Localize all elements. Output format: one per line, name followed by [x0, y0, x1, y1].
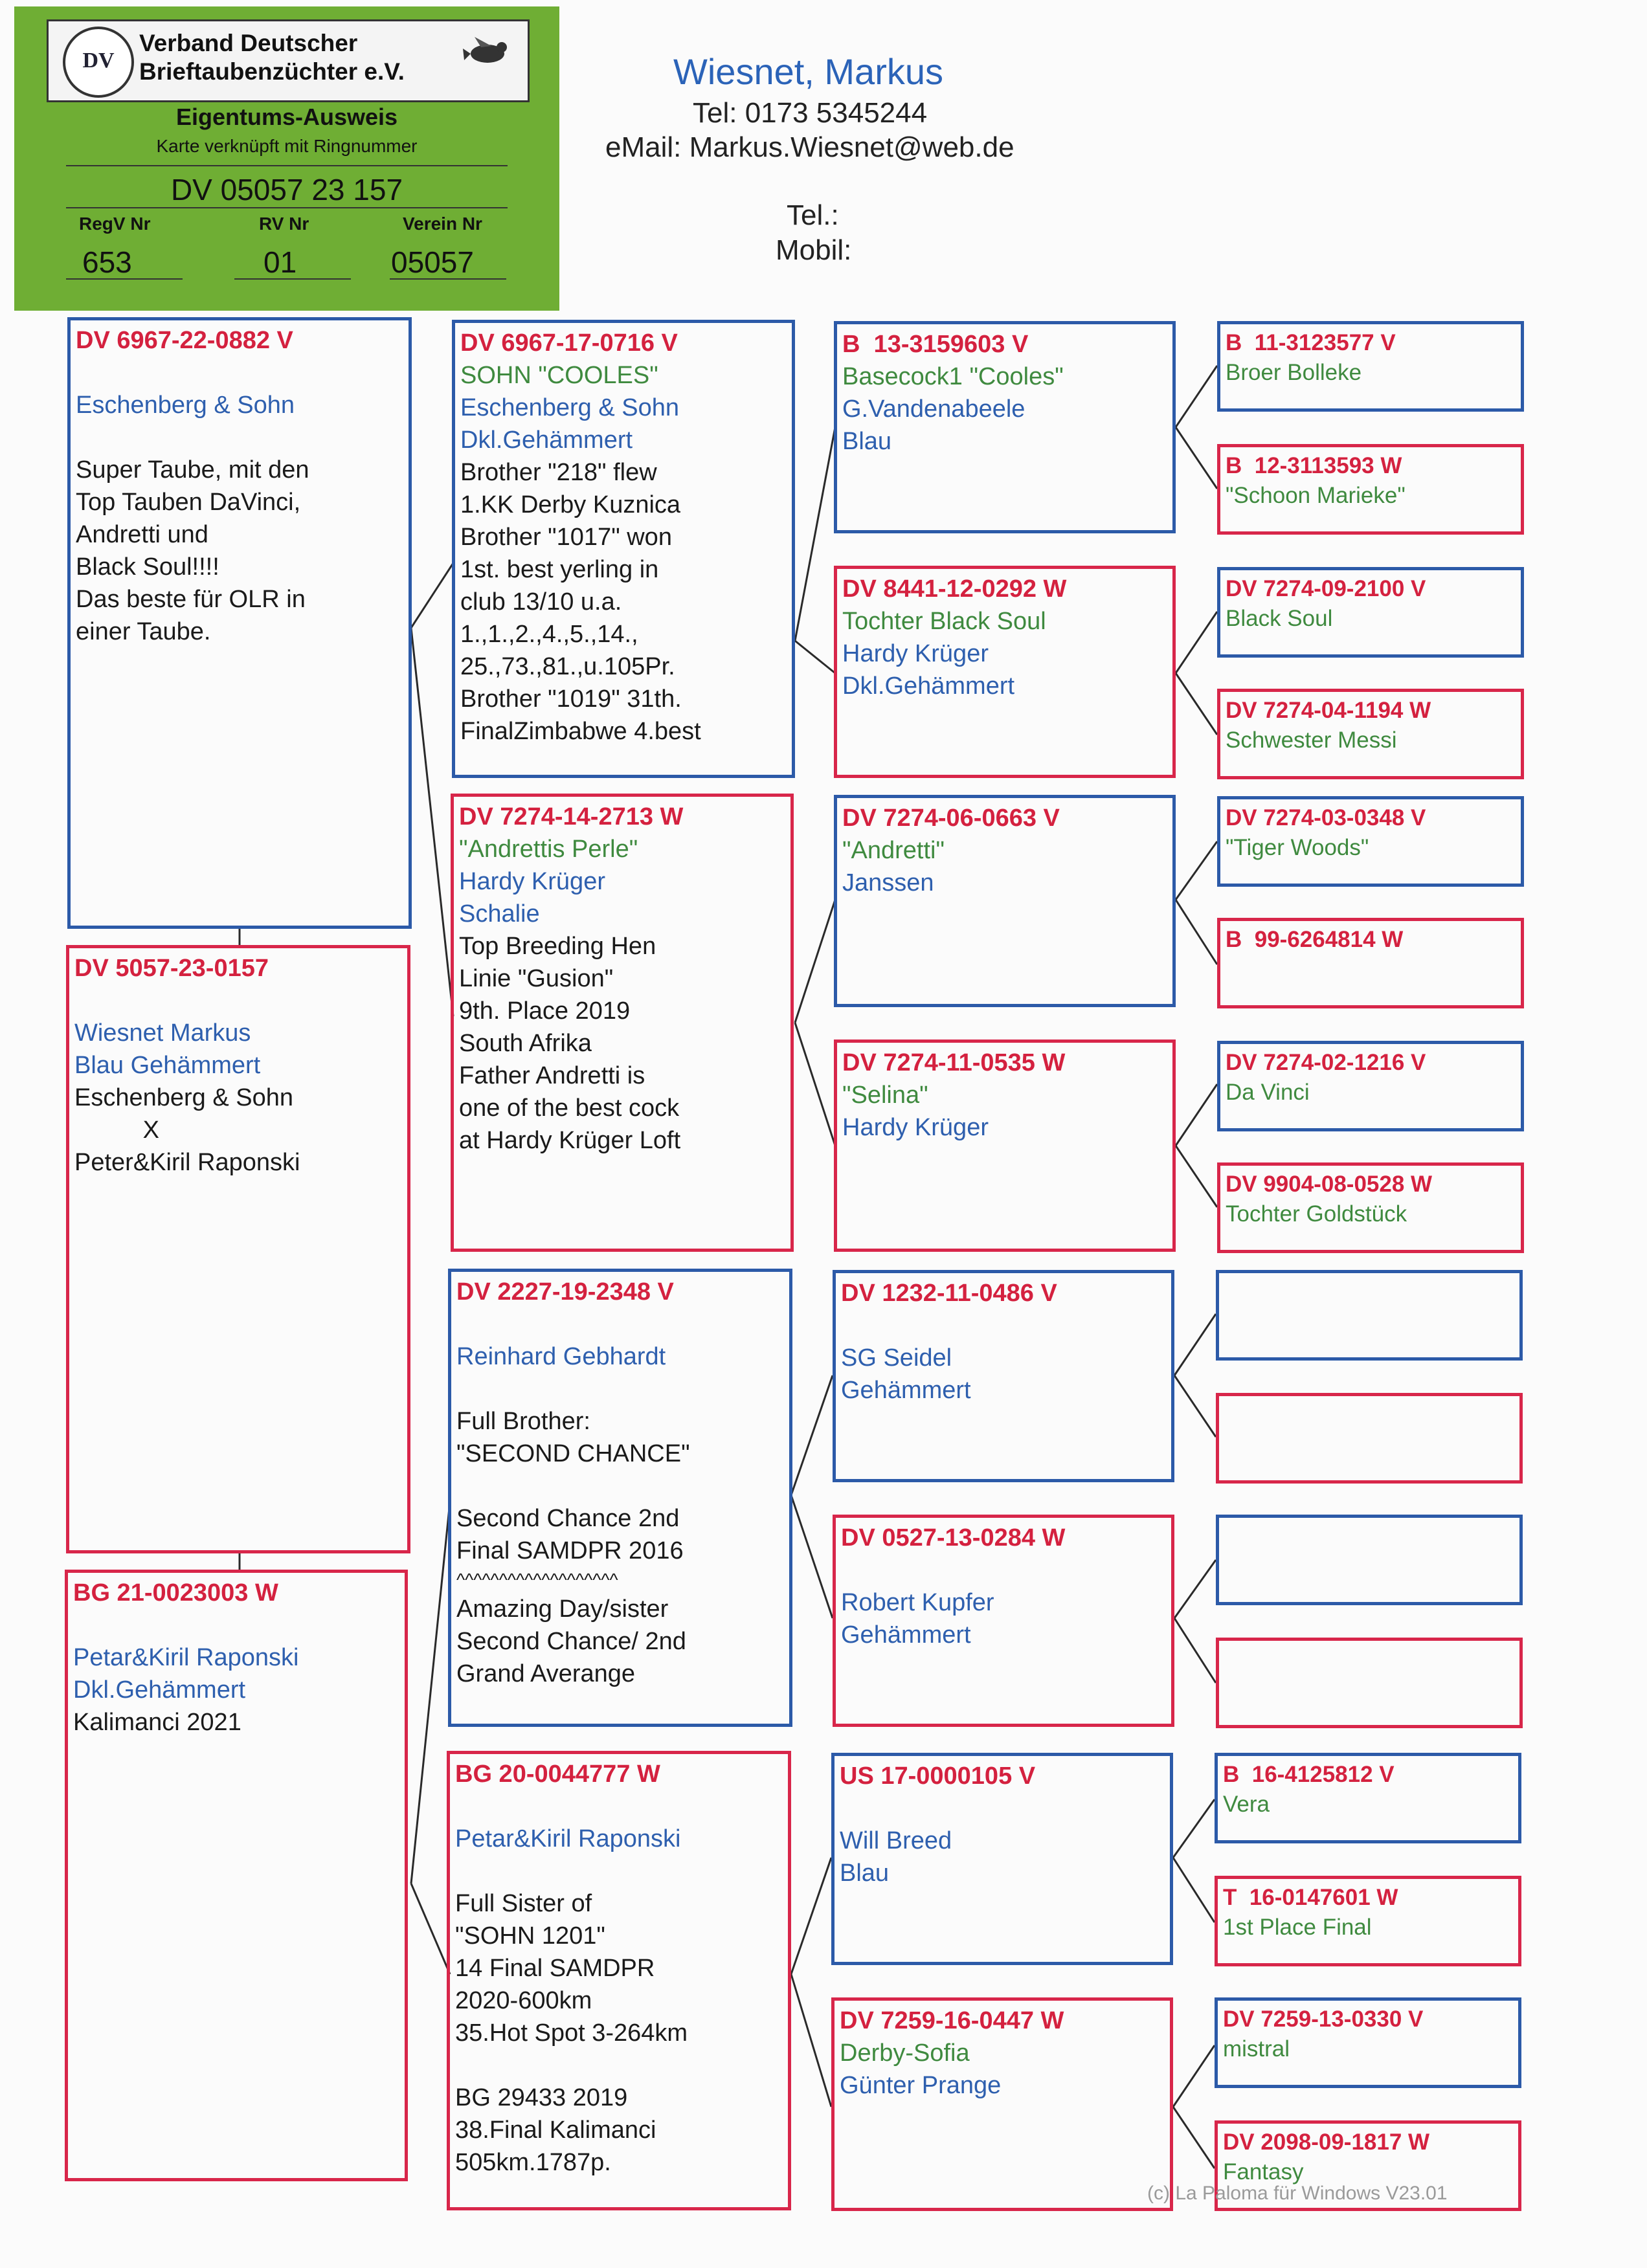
connector-line — [1174, 1314, 1216, 1375]
color-line: Dkl.Gehämmert — [842, 673, 1015, 700]
info-line: club 13/10 u.a. — [460, 588, 622, 616]
subject-dam-box — [65, 1570, 408, 2181]
pigeon-name: "Schoon Marieke" — [1226, 483, 1406, 508]
subject-pigeon-box — [66, 945, 410, 1553]
connector-line — [1173, 1799, 1215, 1858]
connector-line — [1176, 366, 1217, 427]
color-line: Schalie — [459, 900, 540, 928]
info-line: Brother "1017" won — [460, 524, 672, 551]
ring-number: B 11-3123577 V — [1226, 330, 1396, 355]
info-line — [74, 984, 402, 1017]
pigeon-name: Da Vinci — [1226, 1080, 1310, 1105]
owner-name: Wiesnet, Markus — [673, 51, 943, 92]
connector-line — [1176, 1084, 1217, 1146]
great-grandparent-box-empty — [1216, 1393, 1523, 1484]
rv-value: 01 — [263, 245, 297, 279]
info-line: Father Andretti is — [459, 1062, 645, 1089]
ring-number: DV 7274-02-1216 V — [1226, 1050, 1426, 1075]
breeder-name: Günter Prange — [840, 2072, 1002, 2099]
pigeon-name — [1224, 1522, 1514, 1551]
connector-line — [1176, 612, 1217, 673]
info-line: "SOHN 1201" — [455, 1922, 605, 1950]
great-grandparent-box-empty — [1216, 1638, 1523, 1728]
dam-sire-box — [448, 1269, 792, 1727]
connector-line — [791, 1375, 833, 1495]
cross-mark: X — [74, 1117, 159, 1144]
color-line: Blau Gehämmert — [74, 1052, 261, 1079]
info-line: 2020-600km — [455, 1987, 592, 2014]
association-name-line1: Verband Deutscher — [139, 30, 358, 56]
grandparent-box — [833, 1270, 1174, 1482]
ring-number: DV 7274-06-0663 V — [842, 805, 1060, 832]
connector-line — [1176, 427, 1217, 489]
rv-label: RV Nr — [259, 214, 309, 234]
info-line: at Hardy Krüger Loft — [459, 1127, 681, 1154]
great-grandparent-box — [1217, 567, 1524, 658]
regv-value: 653 — [82, 245, 132, 279]
pigeon-name: Tochter Black Soul — [842, 608, 1046, 635]
connector-line — [1174, 1618, 1216, 1683]
connector-line — [1174, 1375, 1216, 1437]
color-line: Dkl.Gehämmert — [460, 427, 633, 454]
ring-number: DV 5057-23-0157 — [74, 955, 269, 982]
dam-dam-box — [447, 1751, 791, 2210]
info-line: 25.,73.,81.,u.105Pr. — [460, 653, 675, 680]
info-line: Top Tauben DaVinci, — [76, 489, 301, 516]
info-line: Brother "1019" 31th. — [460, 685, 682, 713]
connector-line — [411, 563, 453, 628]
pigeon-name: Black Soul — [1226, 606, 1333, 631]
great-grandparent-box — [1217, 1162, 1524, 1253]
info-line: Second Chance 2nd — [456, 1505, 680, 1532]
info-line: BG 29433 2019 — [455, 2084, 628, 2111]
great-grandparent-box — [1215, 1753, 1521, 1843]
breeder-name: Reinhard Gebhardt — [456, 1343, 666, 1370]
breeder-name: Janssen — [842, 869, 934, 896]
pigeon-name — [1226, 955, 1516, 984]
pigeon-name: SOHN "COOLES" — [460, 362, 658, 389]
ring-number: B 99-6264814 W — [1226, 927, 1404, 952]
ring-number: DV 8441-12-0292 W — [842, 575, 1067, 603]
great-grandparent-box — [1217, 689, 1524, 779]
info-line: Das beste für OLR in — [76, 586, 306, 613]
breeder-name: SG Seidel — [841, 1344, 952, 1372]
connector-line — [791, 1974, 831, 2107]
ring-number: DV 1232-11-0486 V — [841, 1280, 1057, 1307]
connector-line — [411, 1884, 450, 1974]
ring-number: DV 0527-13-0284 W — [841, 1524, 1066, 1551]
ring-number: DV 7274-03-0348 V — [1226, 805, 1426, 830]
ring-number: DV 7259-13-0330 V — [1223, 2007, 1424, 2032]
breeder-name: Hardy Krüger — [842, 640, 989, 667]
logo-text: DV — [82, 49, 115, 72]
sire-box — [452, 320, 795, 778]
info-line: Kalimanci 2021 — [73, 1709, 241, 1736]
connector-line — [1174, 1560, 1216, 1618]
connector-line — [1176, 900, 1217, 964]
pigeon-name: Broer Bolleke — [1226, 360, 1362, 385]
ring-number: DV 7274-11-0535 W — [842, 1049, 1066, 1076]
info-line: Grand Averange — [456, 1660, 636, 1687]
pigeon-name: Basecock1 "Cooles" — [842, 363, 1064, 390]
connector-line — [791, 1495, 833, 1618]
connector-line — [1176, 1146, 1217, 1207]
pigeon-name: "Andretti" — [842, 837, 945, 864]
info-line — [840, 1792, 1165, 1825]
ring-number: T 16-0147601 W — [1223, 1885, 1398, 1910]
breeder-name: Robert Kupfer — [841, 1589, 994, 1616]
pigeon-name: Tochter Goldstück — [1226, 1201, 1407, 1227]
info-line — [841, 1309, 1166, 1342]
info-line: Black Soul!!!! — [76, 553, 219, 581]
info-line: Brother "218" flew — [460, 459, 657, 486]
pigeon-name: "Tiger Woods" — [1226, 835, 1369, 860]
breeder-name: Eschenberg & Sohn — [76, 392, 295, 419]
breeder-name: G.Vandenabeele — [842, 395, 1025, 423]
info-line — [456, 1373, 784, 1405]
ring-number: US 17-0000105 V — [840, 1762, 1036, 1790]
ring-number: DV 6967-17-0716 V — [460, 329, 678, 357]
verein-value: 05057 — [391, 245, 474, 279]
software-footer: (c) La Paloma für Windows V23.01 — [1147, 2183, 1448, 2204]
great-grandparent-box — [1215, 1876, 1521, 1966]
color-line: Blau — [842, 428, 892, 455]
great-grandparent-box-empty — [1216, 1270, 1523, 1361]
pigeon-name: Fantasy — [1223, 2159, 1304, 2185]
pigeon-name — [1224, 1277, 1514, 1307]
grandparent-box — [831, 1753, 1173, 1965]
connector-line — [1176, 841, 1217, 900]
ring-number: BG 20-0044777 W — [455, 1761, 660, 1788]
card-title: Eigentums-Ausweis — [175, 104, 398, 130]
pigeon-name — [1224, 1645, 1514, 1674]
info-line: "SECOND CHANCE" — [456, 1440, 690, 1467]
breeder-name: Petar&Kiril Raponski — [455, 1825, 681, 1852]
info-line: Full Brother: — [456, 1408, 590, 1435]
info-line: Andretti und — [76, 521, 208, 548]
info-line: Super Taube, mit den — [76, 456, 309, 484]
info-line — [456, 1308, 784, 1340]
color-line: Blau — [840, 1860, 890, 1887]
breeder-name: Hardy Krüger — [842, 1114, 989, 1141]
pigeon-name: Schwester Messi — [1226, 728, 1397, 753]
ring-number: B 16-4125812 V — [1223, 1762, 1395, 1787]
card-subtitle: Karte verknüpft mit Ringnummer — [156, 136, 418, 156]
connector-line — [795, 1023, 835, 1146]
grandparent-box — [834, 321, 1176, 533]
color-line: Dkl.Gehämmert — [73, 1676, 246, 1704]
association-name-line2: Brieftaubenzüchter e.V. — [139, 58, 405, 85]
info-line — [73, 1609, 399, 1641]
info-line: one of the best cock — [459, 1095, 680, 1122]
great-grandparent-box — [1217, 321, 1524, 412]
info-line: 9th. Place 2019 — [459, 997, 631, 1025]
connector-line — [791, 1858, 831, 1974]
ring-number: DV 2098-09-1817 W — [1223, 2129, 1430, 2155]
ring-number: DV 9904-08-0528 W — [1226, 1172, 1433, 1197]
owner-line: Wiesnet Markus — [74, 1019, 251, 1047]
grandparent-box — [834, 566, 1176, 778]
info-line — [455, 2049, 783, 2082]
info-line: 1.,1.,2.,4.,5.,14., — [460, 621, 638, 648]
info-line — [455, 1855, 783, 1887]
color-line: Gehämmert — [841, 1621, 971, 1649]
subject-sire-box — [67, 317, 412, 929]
info-line: FinalZimbabwe 4.best — [460, 718, 701, 745]
pigeon-name: Vera — [1223, 1792, 1270, 1817]
ring-number: DV 6967-22-0882 V — [76, 327, 293, 354]
info-line: Full Sister of — [455, 1890, 592, 1917]
ring-number: B 13-3159603 V — [842, 331, 1029, 358]
grandparent-box — [833, 1515, 1174, 1727]
info-line: 505km.1787p. — [455, 2149, 611, 2176]
info-line: 35.Hot Spot 3-264km — [455, 2019, 688, 2047]
ring-number: DV 7274-04-1194 W — [1226, 698, 1431, 723]
pigeon-name: "Andrettis Perle" — [459, 836, 638, 863]
verein-label: Verein Nr — [403, 214, 482, 234]
ring-number: B 12-3113593 W — [1226, 453, 1402, 478]
ring-number: DV 2227-19-2348 V — [456, 1278, 674, 1306]
owner-mobil-label: Mobil: — [776, 234, 852, 266]
ring-number: DV 7259-16-0447 W — [840, 2007, 1064, 2034]
breeder-name: Will Breed — [840, 1827, 952, 1854]
connector-line — [1173, 2107, 1215, 2168]
great-grandparent-box — [1215, 1997, 1521, 2088]
grandparent-box — [831, 1997, 1173, 2211]
info-line: 1st. best yerling in — [460, 556, 659, 583]
info-line: Final SAMDPR 2016 — [456, 1537, 684, 1564]
breeder-name: Eschenberg & Sohn — [460, 394, 680, 421]
ring-number: BG 21-0023003 W — [73, 1579, 278, 1606]
owner-phone: Tel: 0173 5345244 — [693, 97, 928, 129]
connector-line — [795, 900, 835, 1023]
pigeon-name: 1st Place Final — [1223, 1915, 1372, 1940]
connector-line — [1173, 2045, 1215, 2107]
info-line: Top Breeding Hen — [459, 933, 656, 960]
breeder-line: Eschenberg & Sohn — [74, 1084, 294, 1111]
info-line — [456, 1470, 784, 1502]
breeder-name: Petar&Kiril Raponski — [73, 1644, 299, 1671]
regv-label: RegV Nr — [79, 214, 151, 234]
ring-number: DV 7274-14-2713 W — [459, 803, 684, 830]
pigeon-name: Derby-Sofia — [840, 2040, 970, 2067]
connector-line — [411, 628, 453, 1016]
info-line: einer Taube. — [76, 618, 211, 645]
great-grandparent-box — [1217, 444, 1524, 535]
info-line: Amazing Day/sister — [456, 1595, 669, 1623]
info-line — [455, 1790, 783, 1823]
info-line: 14 Final SAMDPR — [455, 1955, 655, 1982]
pigeon-name: mistral — [1223, 2036, 1290, 2062]
info-line — [76, 421, 403, 454]
connector-line — [795, 427, 835, 641]
connector-line — [1176, 673, 1217, 735]
breeder-name: Hardy Krüger — [459, 868, 605, 895]
info-line — [76, 357, 403, 389]
pigeon-name — [1224, 1400, 1514, 1430]
great-grandparent-box — [1217, 796, 1524, 887]
connector-line — [795, 641, 835, 673]
info-line: ^^^^^^^^^^^^^^^^^^^ — [456, 1570, 618, 1590]
great-grandparent-box-empty — [1216, 1515, 1523, 1605]
connector-line — [411, 1502, 450, 1884]
grandparent-box — [834, 1040, 1176, 1252]
info-line: South Afrika — [459, 1030, 592, 1057]
great-grandparent-box — [1217, 1041, 1524, 1131]
great-grandparent-box — [1217, 918, 1524, 1008]
color-line: Gehämmert — [841, 1377, 971, 1404]
info-line: 38.Final Kalimanci — [455, 2117, 656, 2144]
dam-box — [451, 794, 794, 1252]
connector-line — [1173, 1858, 1215, 1922]
info-line: Second Chance/ 2nd — [456, 1628, 686, 1655]
info-line — [841, 1554, 1166, 1586]
ring-number: DV 7274-09-2100 V — [1226, 576, 1426, 601]
owner-tel-label: Tel.: — [787, 199, 839, 231]
info-line: Linie "Gusion" — [459, 965, 614, 992]
owner-email: eMail: Markus.Wiesnet@web.de — [605, 131, 1014, 163]
info-line: 1.KK Derby Kuznica — [460, 491, 681, 518]
pigeon-name: "Selina" — [842, 1082, 928, 1109]
card-ring-number: DV 05057 23 157 — [170, 173, 403, 206]
grandparent-box — [834, 795, 1176, 1007]
breeder-line: Peter&Kiril Raponski — [74, 1149, 300, 1176]
